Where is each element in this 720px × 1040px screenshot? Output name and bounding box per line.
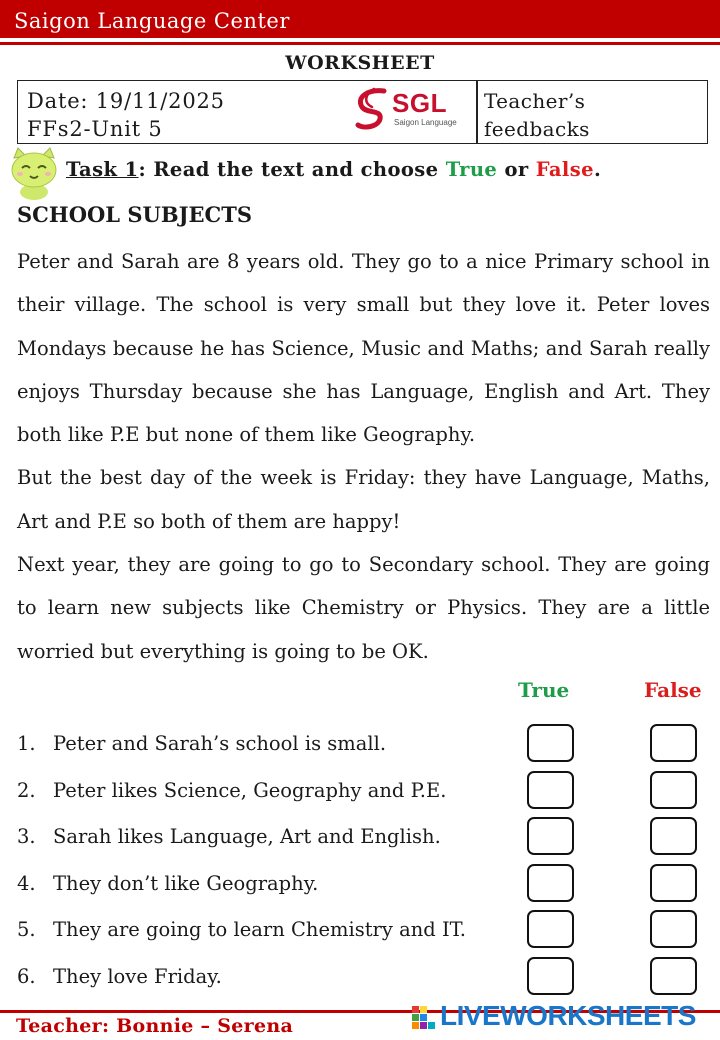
liveworksheets-text: LIVEWORKSHEETS [440, 1000, 696, 1031]
question-text: Sarah likes Language, Art and English. [53, 825, 441, 848]
task-true-word: True [445, 158, 498, 181]
question-number: 5. [17, 918, 36, 941]
task-instruction [66, 158, 601, 181]
true-column-header: True [518, 678, 570, 702]
question-row [17, 910, 717, 950]
task-false-word: False [535, 158, 594, 181]
reading-paragraph: Peter and Sarah are 8 years old. They go to a nice Primary school in their village. The school is very small but they love it. Peter loves Mondays because he has Science, Music and Maths; and Sarah really enjoys Thursday because she has Language, English and Art. They both like P.E but none of them like Geography. [17, 250, 710, 447]
reading-paragraph: Next year, they are going to go to Secondary school. They are going to learn new subjects like Chemistry or Physics. They are a little worried but everything is going to be OK. [17, 553, 710, 663]
question-row [17, 817, 717, 857]
false-checkbox[interactable] [650, 771, 697, 809]
question-number: 2. [17, 779, 36, 802]
unit-label: FFs2-Unit 5 [27, 117, 163, 141]
feedback-label-2: feedbacks [484, 117, 590, 141]
sgl-logo [354, 87, 464, 133]
sgl-swirl-icon [354, 87, 390, 131]
liveworksheets-logo [412, 1000, 712, 1034]
logo-text: SGL [392, 88, 447, 118]
teacher-name: Teacher: Bonnie – Serena [16, 1015, 294, 1037]
feedback-label-1: Teacher’s [484, 89, 586, 113]
question-text: They love Friday. [53, 965, 222, 988]
question-number: 4. [17, 872, 36, 895]
date-label: Date: 19/11/2025 [27, 89, 225, 113]
header-bar [0, 0, 720, 38]
task-or-word: or [497, 158, 536, 181]
question-number: 1. [17, 732, 36, 755]
false-checkbox[interactable] [650, 957, 697, 995]
worksheet-title: WORKSHEET [285, 52, 435, 74]
true-checkbox[interactable] [527, 864, 574, 902]
task-label: Task 1 [66, 158, 139, 181]
info-left [27, 87, 225, 143]
question-row [17, 771, 717, 811]
false-column-header: False [644, 678, 702, 702]
true-checkbox[interactable] [527, 910, 574, 948]
question-text: Peter and Sarah’s school is small. [53, 732, 387, 755]
question-text: They don’t like Geography. [53, 872, 319, 895]
true-checkbox[interactable] [527, 771, 574, 809]
center-name: Saigon Language Center [14, 9, 290, 33]
true-checkbox[interactable] [527, 817, 574, 855]
false-checkbox[interactable] [650, 817, 697, 855]
question-text: They are going to learn Chemistry and IT. [53, 918, 466, 941]
true-checkbox[interactable] [527, 957, 574, 995]
false-checkbox[interactable] [650, 910, 697, 948]
info-box [17, 80, 708, 144]
question-number: 3. [17, 825, 36, 848]
liveworksheets-cubes-icon [412, 1006, 438, 1030]
question-row [17, 864, 717, 904]
reading-paragraph: But the best day of the week is Friday: they have Language, Maths, Art and P.E so both of them are happy! [17, 466, 710, 533]
task-end: . [593, 158, 602, 181]
true-checkbox[interactable] [527, 724, 574, 762]
task-instruction-text: : Read the text and choose [138, 158, 446, 181]
question-row [17, 957, 717, 997]
question-number: 6. [17, 965, 36, 988]
cat-mascot-icon [4, 146, 64, 200]
question-text: Peter likes Science, Geography and P.E. [53, 779, 447, 802]
reading-title: SCHOOL SUBJECTS [17, 202, 253, 227]
header-rule [0, 42, 720, 45]
false-checkbox[interactable] [650, 724, 697, 762]
info-divider [476, 81, 478, 143]
teacher-feedback-cell [484, 87, 590, 143]
question-row [17, 724, 717, 764]
false-checkbox[interactable] [650, 864, 697, 902]
reading-text [17, 240, 710, 673]
logo-subtitle: Saigon Language [394, 118, 457, 127]
